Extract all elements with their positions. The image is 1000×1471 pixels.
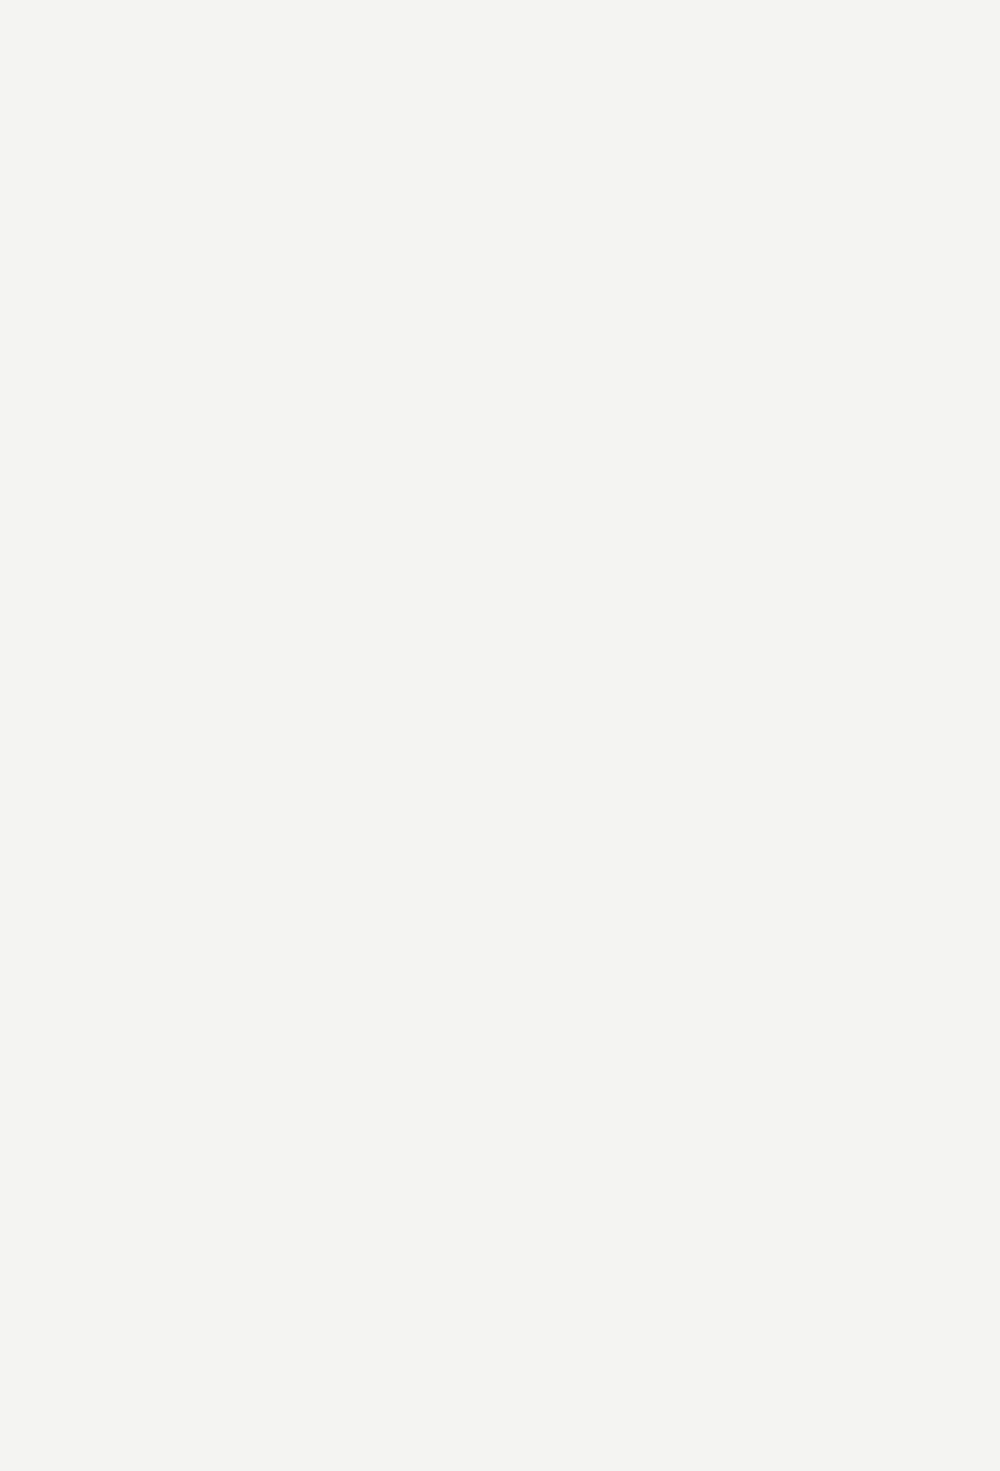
watermark-logo: [805, 1378, 1000, 1471]
answer-page: [140, 94, 725, 100]
